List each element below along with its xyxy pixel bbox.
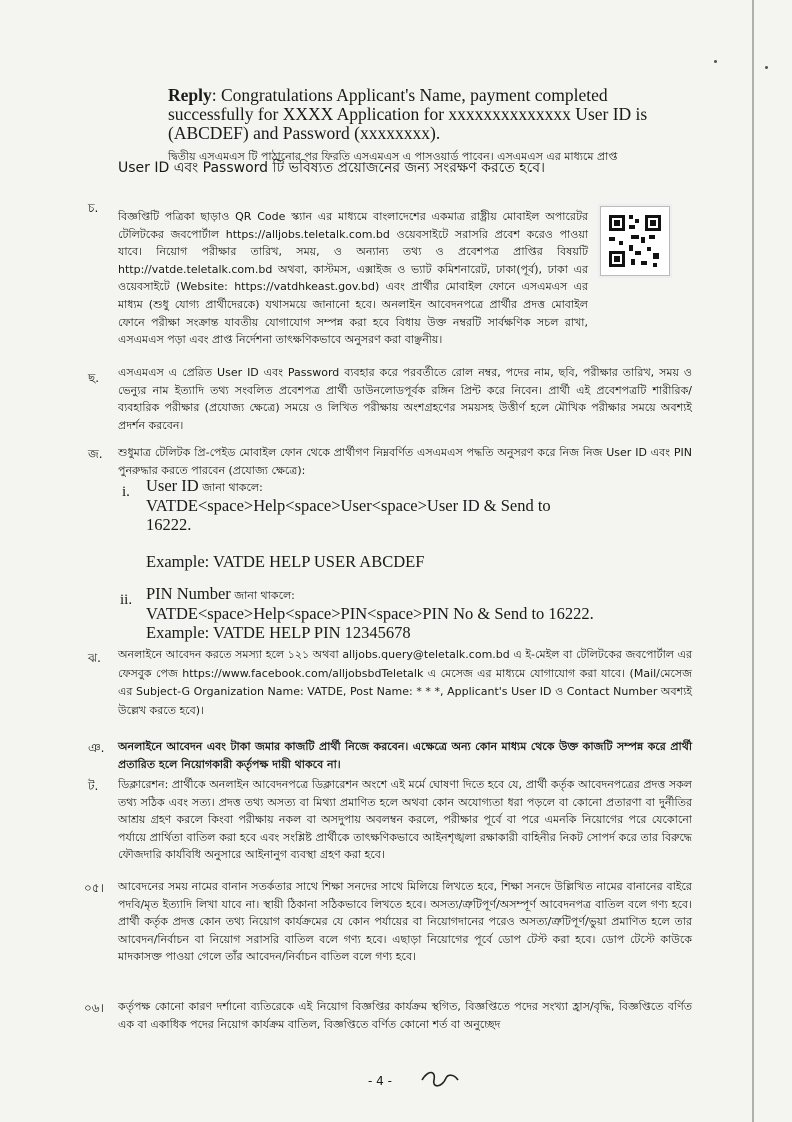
item-text-06: কর্তৃপক্ষ কোনো কারণ দর্শানো ব্যতিরেকে এই নিয়োগ বিজ্ঞপ্তির কার্যক্রম স্থগিত, বিজ্ঞপ্তিতে পদের সংখ্যা হ্রাস/বৃদ্ধি, বিজ্ঞপ্তিতে বর্ণিত এক বা একাধিক পদের নিয়োগ কার্যক্রম বাতিল, বিজ্ঞপ্তিতে বর্ণিত কোনো শর্ত বা অনুচ্ছেদ bbox=[118, 1000, 692, 1031]
item-label-06: ০৬। bbox=[84, 1001, 104, 1015]
item-text-chha: এসএমএস এ প্রেরিত User ID এবং Password ব্যবহার করে পরবর্তীতে রোল নম্বর, পদের নাম, ছবি, পরীক্ষার তারিখ, সময় ও ভেন্যুর নাম ইত্যাদি তথ্য সংবলিত প্রবেশপত্র প্রার্থী ডাউনলোডপূর্বক রঙ্গিন প্রিন্ট করে নিবেন। প্রার্থী এই প্রবেশপত্রটি শারীরিক/ব্যবহারিক পরীক্ষার (প্রযোজ্য ক্ষেত্রে) সময়ে ও লিখিত পরীক্ষায় অংশগ্রহণের সময়সহ উত্তীর্ণ হলে মৌখিক পরীক্ষার সময়ে অবশ্যই প্রদর্শন করবেন। bbox=[118, 366, 692, 432]
item-label-chha: ছ. bbox=[88, 371, 100, 385]
example-pin: Example: VATDE HELP PIN 12345678 bbox=[146, 623, 411, 642]
item-text-nya: অনলাইনে আবেদন এবং টাকা জমার কাজটি প্রার্থী নিজে করবেন। এক্ষেত্রে অন্য কোন মাধ্যম থেকে উক্ত কাজটি সম্পন্ন করে প্রার্থী প্রতারিত হলে নিয়োগকারী কর্তৃপক্ষ দায়ী থাকবে না। bbox=[118, 740, 692, 771]
item-label-nya: ঞ. bbox=[88, 741, 105, 755]
sub-title-ii-bn: জানা থাকলে: bbox=[230, 589, 295, 602]
item-label-cha: চ. bbox=[88, 201, 99, 215]
reply-paragraph bbox=[168, 86, 692, 143]
sub-title-ii bbox=[146, 584, 295, 606]
item-label-ta: ট. bbox=[88, 779, 99, 793]
reply-note: দ্বিতীয় এসএমএস টি পাঠানোর পর ফিরতি এসএমএস এ পাসওয়ার্ড পাবেন। এসএমএস এর মাধ্যমে প্রাপ্ত bbox=[168, 150, 618, 163]
sms-format-user-id bbox=[146, 496, 686, 534]
sub-title-i-en: User ID bbox=[146, 476, 199, 495]
item-label-05: ০৫। bbox=[84, 881, 104, 895]
item-text-jha: অনলাইনে আবেদন করতে সমস্যা হলে ১২১ অথবা alljobs.query@teletalk.com.bd এ ই-মেইল বা টেলিটকের জবপোর্টাল এর ফেসবুক পেজ https://www.facebook.com/alljobsbdTeletalk এ মেসেজ এর মাধ্যমে যোগাযোগ করা যাবে। (Mail/মেসেজ এর Subject-G Organization Name: VATDE, Post Name: * * *, Applicant's User ID ও Contact Number অবশ্যই উল্লেখ করতে হবে)। bbox=[118, 648, 692, 717]
page-edge-line bbox=[752, 0, 754, 1122]
sub-label-ii: ii. bbox=[120, 592, 133, 608]
reply-text: : Congratulations Applicant's Name, payment completed successfully for XXXX Application for xxxxxxxxxxxxxx User ID is (ABCDEF) and Password (xxxxxxxx). bbox=[168, 85, 648, 143]
scan-speck bbox=[714, 60, 717, 63]
sub-title-i-bn: জানা থাকলে: bbox=[198, 481, 263, 494]
sms-format-user-id-line1: VATDE<space>Help<space>User<space>User ID & Send to bbox=[146, 496, 551, 515]
sms-format-pin-line1: VATDE<space>Help<space>PIN<space>PIN No & Send to 16222. bbox=[146, 604, 594, 623]
sms-format-user-id-line2: 16222. bbox=[146, 515, 192, 534]
item-text-cha: বিজ্ঞপ্তিটি পত্রিকা ছাড়াও QR Code স্ক্যান এর মাধ্যমে বাংলাদেশের একমাত্র রাষ্ট্রীয় মোবাইল অপারেটর টেলিটকের জবপোর্টাল https://alljobs.teletalk.com.bd ওয়েবসাইটে সরাসরি প্রবেশ করেও পাওয়া যাবে। নিয়োগ পরীক্ষার তারিখ, সময়, ও অন্যান্য তথ্য ও প্রবেশপত্র প্রাপ্তির বিষয়টি http://vatde.teletalk.com.bd অথবা, কাস্টমস, এক্সাইজ ও ভ্যাট কমিশনারেট, ঢাকা(পূর্ব), ঢাকা এর ওয়েবসাইটে (Website: https://vatdhkeast.gov.bd) এবং প্রার্থীর মোবাইল ফোনে এসএমএস এর মাধ্যম (শুধু যোগ্য প্রার্থীদেরকে) যথাসময়ে জানানো হবে। অনলাইন আবেদনপত্রে প্রার্থীর প্রদত্ত মোবাইল ফোনে পরীক্ষা সংক্রান্ত যাবতীয় যোগাযোগ সম্পন্ন করা হবে বিধায় উক্ত নম্বরটি সার্বক্ষণিক সচল রাখা, এসএমএস পড়া এবং প্রাপ্ত নির্দেশনা তাৎক্ষণিকভাবে অনুসরণ করা বাঞ্ছনীয়। bbox=[118, 210, 588, 347]
item-label-ja: জ. bbox=[88, 447, 103, 461]
item-text-05: আবেদনের সময় নামের বানান সতর্কতার সাথে শিক্ষা সনদের সাথে মিলিয়ে লিখতে হবে, শিক্ষা সনদে উল্লিখিত নামের বানানের বাইরে পদবি/মৃত ইত্যাদি লিখা যাবে না। স্থায়ী ঠিকানা সঠিকভাবে লিখতে হবে। অসত্য/ত্রুটিপূর্ণ/অসম্পূর্ণ আবেদনপত্র বাতিল বলে গণ্য হবে। প্রার্থী কর্তৃক প্রদত্ত কোন তথ্য নিয়োগ কার্যক্রমের যে কোন পর্যায়ের বা নিয়োগদানের পরেও অসত্য/ত্রুটিপূর্ণ/ভুয়া প্রমাণিত হলে তার আবেদন/নির্বাচন বা নিয়োগ সরাসরি বাতিল বলে গণ্য হবে। এছাড়া নিয়োগের পূর্বে ডোপ টেস্ট করা হবে। ডোপ টেস্টে কাউকে মাদকাসক্ত পাওয়া গেলে তাঁর আবেদন/নির্বাচন বাতিল বলে গণ্য হবে। bbox=[118, 880, 692, 964]
reply-note-2: User ID এবং Password টি ভবিষ্যত প্রয়োজনের জন্য সংরক্ষণ করতে হবে। bbox=[118, 160, 546, 176]
sub-title-i bbox=[146, 476, 263, 498]
sms-format-pin bbox=[146, 604, 692, 642]
scan-speck bbox=[765, 66, 768, 69]
item-label-jha: ঝ. bbox=[88, 651, 101, 665]
sub-label-i: i. bbox=[122, 484, 130, 500]
signature-mark bbox=[418, 1068, 464, 1090]
page-number: - 4 - bbox=[368, 1074, 392, 1088]
example-user-id: Example: VATDE HELP USER ABCDEF bbox=[146, 552, 425, 571]
qr-code-image bbox=[600, 206, 670, 276]
item-text-ta: ডিক্লারেশন: প্রার্থীকে অনলাইন আবেদনপত্রে ডিক্লারেশন অংশে এই মর্মে ঘোষণা দিতে হবে যে, প্রার্থী কর্তৃক আবেদনপত্রের প্রদত্ত সকল তথ্য সঠিক এবং সত্য। প্রদত্ত তথ্য অসত্য বা মিথ্যা প্রমাণিত হলে অথবা কোন অযোগ্যতা ধরা পড়লে বা কোনো প্রতারণা বা দুর্নীতির আশ্রয় গ্রহণ করলে কিংবা পরীক্ষায় নকল বা অসদুপায় অবলম্বন করলে, পরীক্ষার পূর্বে বা পরে এমনকি নিয়োগের পরে যেকোনো পর্যায়ে প্রার্থিতা বাতিল করা হবে এবং সংশ্লিষ্ট প্রার্থীকে তাৎক্ষণিকভাবে আইনশৃঙ্খলা রক্ষাকারী বাহিনীর নিকট সোপর্দ করে তার বিরুদ্ধে ফৌজদারি কার্যবিধি অনুসারে আইনানুগ ব্যবস্থা গ্রহণ করা হবে। bbox=[118, 778, 692, 862]
sub-title-ii-en: PIN Number bbox=[146, 584, 231, 603]
qr-code-icon bbox=[601, 207, 669, 275]
reply-label: Reply bbox=[168, 85, 212, 105]
item-text-ja: শুধুমাত্র টেলিটক প্রি-পেইড মোবাইল ফোন থেকে প্রার্থীগণ নিম্নবর্ণিত এসএমএস পদ্ধতি অনুসরণ করে নিজ নিজ User ID এবং PIN পুনরুদ্ধার করতে পারবেন (প্রযোজ্য ক্ষেত্রে): bbox=[118, 446, 692, 477]
